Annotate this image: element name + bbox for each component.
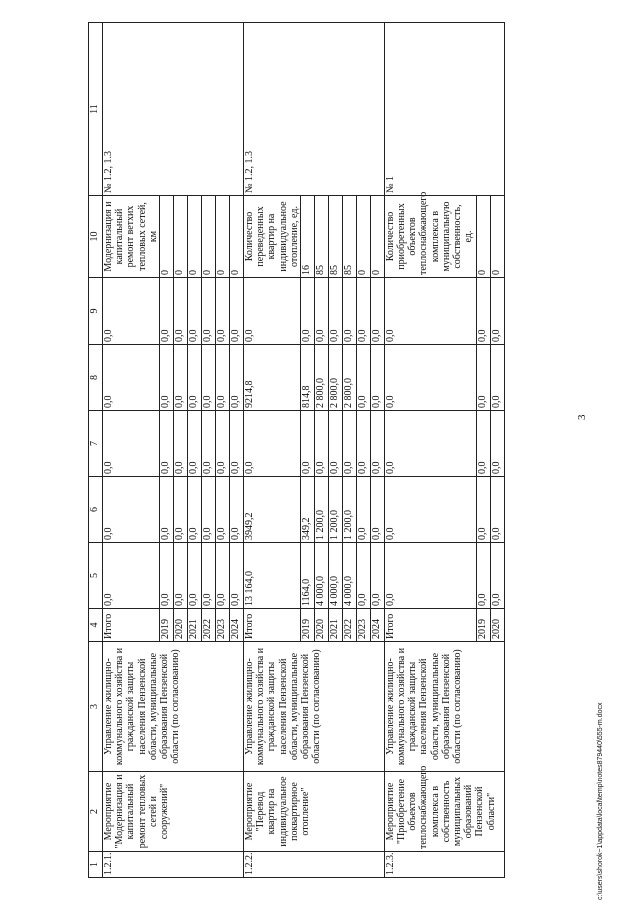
value-cell-c8: 0,0: [384, 345, 476, 411]
value-cell-c8: 0,0: [103, 345, 160, 411]
value-cell-c9: 0,0: [314, 278, 328, 345]
value-cell-c5: 0,0: [201, 543, 215, 609]
value-cell-c5: 13 164,0: [243, 543, 300, 609]
value-cell-c9: 0,0: [159, 278, 173, 345]
value-cell-c9: 0,0: [201, 278, 215, 345]
year-cell: 2019: [159, 609, 173, 642]
value-cell-c7: 0,0: [159, 411, 173, 477]
value-cell-c8: 0,0: [370, 345, 384, 411]
value-cell-c7: 0,0: [173, 411, 187, 477]
value-cell-c6: 0,0: [229, 477, 243, 543]
section-total-row: [103, 23, 160, 878]
value-cell-c5: 0,0: [173, 543, 187, 609]
year-cell: 2023: [215, 609, 229, 642]
indicator-name: Модернизация и капитальный ремонт ветхих тепловых сетей, км: [103, 196, 160, 278]
value-cell-c8: 2 800,0: [314, 345, 328, 411]
header-cell-11: 11: [89, 23, 103, 196]
value-cell-c5: 0,0: [490, 543, 504, 609]
year-cell: 2024: [229, 609, 243, 642]
section-number: 1.2.2.: [243, 852, 384, 878]
value-cell-c9: 0,0: [342, 278, 356, 345]
value-cell-c8: 2 800,0: [342, 345, 356, 411]
header-cell-7: 7: [89, 411, 103, 477]
program-table: [88, 22, 505, 878]
year-cell: 2020: [490, 609, 504, 642]
value-cell-c9: 0,0: [243, 278, 300, 345]
value-cell-c8: 0,0: [490, 345, 504, 411]
value-cell-c7: 0,0: [342, 411, 356, 477]
indicator-value: 0: [229, 196, 243, 278]
year-cell: 2020: [314, 609, 328, 642]
section-number: 1.2.1.: [103, 852, 244, 878]
header-row: [89, 23, 103, 878]
value-cell-c5: 0,0: [229, 543, 243, 609]
value-cell-c7: 0,0: [384, 411, 476, 477]
indicator-value: 85: [342, 196, 356, 278]
value-cell-c9: 0,0: [370, 278, 384, 345]
value-cell-c6: 0,0: [159, 477, 173, 543]
rotated-table-container: [88, 23, 570, 878]
value-cell-c7: 0,0: [300, 411, 314, 477]
value-cell-c9: 0,0: [490, 278, 504, 345]
value-cell-c6: 1 200,0: [328, 477, 342, 543]
indicator-value: 85: [314, 196, 328, 278]
value-cell-c5: 4 000,0: [328, 543, 342, 609]
value-cell-c9: 0,0: [300, 278, 314, 345]
value-cell-c7: 0,0: [229, 411, 243, 477]
section-total-row: [384, 23, 476, 878]
value-cell-c8: 0,0: [187, 345, 201, 411]
value-cell-c6: 0,0: [201, 477, 215, 543]
value-cell-c6: 1 200,0: [342, 477, 356, 543]
value-cell-c8: 0,0: [173, 345, 187, 411]
value-cell-c9: 0,0: [187, 278, 201, 345]
section-executor: Управление жилищно-коммунального хозяйства и гражданской защиты населения Пензенской области, муниципальные образования Пензенской области (по согласованию): [103, 642, 244, 772]
value-cell-c8: 0,0: [476, 345, 490, 411]
value-cell-c9: 0,0: [356, 278, 370, 345]
section-executor: Управление жилищно-коммунального хозяйства и гражданской защиты населения Пензенской области, муниципальные образования Пензенской области (по согласованию): [243, 642, 384, 772]
indicator-value: 0: [370, 196, 384, 278]
value-cell-c6: 0,0: [356, 477, 370, 543]
header-cell-8: 8: [89, 345, 103, 411]
indicator-value: 0: [187, 196, 201, 278]
value-cell-c6: 0,0: [490, 477, 504, 543]
section-name: Мероприятие "Перевод квартир на индивидуальное поквартирное отопление": [243, 772, 384, 852]
indicator-value: 85: [328, 196, 342, 278]
total-label: Итого: [243, 609, 300, 642]
indicator-value: 0: [356, 196, 370, 278]
value-cell-c9: 0,0: [384, 278, 476, 345]
header-cell-4: 4: [89, 609, 103, 642]
indicator-name: Количество переведенных квартир на индивидуальное отопление, ед.: [243, 196, 300, 278]
value-cell-c8: 9214,8: [243, 345, 300, 411]
value-cell-c6: 0,0: [215, 477, 229, 543]
value-cell-c8: 814,8: [300, 345, 314, 411]
total-label: Итого: [384, 609, 476, 642]
value-cell-c5: 0,0: [476, 543, 490, 609]
indicator-value: 0: [159, 196, 173, 278]
section-number: 1.2.3.: [384, 852, 504, 878]
value-cell-c6: 0,0: [173, 477, 187, 543]
value-cell-c6: 349,2: [300, 477, 314, 543]
value-cell-c7: 0,0: [243, 411, 300, 477]
value-cell-c7: 0,0: [215, 411, 229, 477]
year-cell: 2019: [476, 609, 490, 642]
header-cell-5: 5: [89, 543, 103, 609]
year-cell: 2020: [173, 609, 187, 642]
value-cell-c7: 0,0: [201, 411, 215, 477]
header-cell-3: 3: [89, 642, 103, 772]
value-cell-c5: 0,0: [187, 543, 201, 609]
header-cell-1: 1: [89, 852, 103, 878]
value-cell-c9: 0,0: [215, 278, 229, 345]
header-cell-10: 10: [89, 196, 103, 278]
year-cell: 2024: [370, 609, 384, 642]
value-cell-c6: 0,0: [103, 477, 160, 543]
value-cell-c9: 0,0: [103, 278, 160, 345]
value-cell-c9: 0,0: [328, 278, 342, 345]
value-cell-c8: 0,0: [201, 345, 215, 411]
value-cell-c5: 0,0: [103, 543, 160, 609]
value-cell-c8: 0,0: [159, 345, 173, 411]
value-cell-c6: 1 200,0: [314, 477, 328, 543]
page-number: 3: [576, 414, 588, 420]
year-cell: 2021: [187, 609, 201, 642]
value-cell-c5: 0,0: [159, 543, 173, 609]
value-cell-c9: 0,0: [229, 278, 243, 345]
value-cell-c9: 0,0: [476, 278, 490, 345]
year-cell: 2022: [342, 609, 356, 642]
indicator-link: № 1.2, 1.3: [103, 23, 244, 196]
value-cell-c7: 0,0: [476, 411, 490, 477]
indicator-value: 0: [215, 196, 229, 278]
indicator-link: № 1: [384, 23, 504, 196]
value-cell-c5: 0,0: [384, 543, 476, 609]
section-executor: Управление жилищно-коммунального хозяйства и гражданской защиты населения Пензенской области, муниципальные образования Пензенской области (по согласованию): [384, 642, 504, 772]
value-cell-c8: 0,0: [356, 345, 370, 411]
value-cell-c5: 0,0: [215, 543, 229, 609]
header-cell-6: 6: [89, 477, 103, 543]
value-cell-c5: 1164,0: [300, 543, 314, 609]
indicator-value: 0: [201, 196, 215, 278]
value-cell-c6: 3949,2: [243, 477, 300, 543]
value-cell-c6: 0,0: [187, 477, 201, 543]
total-label: Итого: [103, 609, 160, 642]
value-cell-c9: 0,0: [173, 278, 187, 345]
indicator-value: 0: [476, 196, 490, 278]
indicator-value: 16: [300, 196, 314, 278]
indicator-name: Количество приобретенных объектов теплоснабжающего комплекса в муниципальную собственность, ед.: [384, 196, 476, 278]
value-cell-c8: 0,0: [229, 345, 243, 411]
value-cell-c7: 0,0: [356, 411, 370, 477]
value-cell-c5: 4 000,0: [314, 543, 328, 609]
section-total-row: [243, 23, 300, 878]
value-cell-c6: 0,0: [384, 477, 476, 543]
value-cell-c6: 0,0: [476, 477, 490, 543]
year-cell: 2019: [300, 609, 314, 642]
indicator-value: 0: [490, 196, 504, 278]
year-cell: 2021: [328, 609, 342, 642]
value-cell-c5: 4 000,0: [342, 543, 356, 609]
value-cell-c7: 0,0: [328, 411, 342, 477]
value-cell-c7: 0,0: [187, 411, 201, 477]
value-cell-c7: 0,0: [370, 411, 384, 477]
value-cell-c5: 0,0: [370, 543, 384, 609]
value-cell-c6: 0,0: [370, 477, 384, 543]
value-cell-c8: 0,0: [215, 345, 229, 411]
indicator-link: № 1.2, 1.3: [243, 23, 384, 196]
year-cell: 2023: [356, 609, 370, 642]
value-cell-c5: 0,0: [356, 543, 370, 609]
section-name: Мероприятие "Модернизация и капитальный ремонт тепловых сетей и сооружений": [103, 772, 244, 852]
value-cell-c7: 0,0: [490, 411, 504, 477]
table-body: [89, 23, 505, 878]
header-cell-9: 9: [89, 278, 103, 345]
footer-path: c:\users\shorok~1\appdata\local\temp\notes879440\555-m.docx: [597, 702, 604, 900]
value-cell-c7: 0,0: [103, 411, 160, 477]
value-cell-c8: 2 800,0: [328, 345, 342, 411]
header-cell-2: 2: [89, 772, 103, 852]
section-name: Мероприятие "Приобретение объектов теплоснабжающего комплекса в собственность муниципальных образований Пензенской области": [384, 772, 504, 852]
indicator-value: 0: [173, 196, 187, 278]
year-cell: 2022: [201, 609, 215, 642]
value-cell-c7: 0,0: [314, 411, 328, 477]
